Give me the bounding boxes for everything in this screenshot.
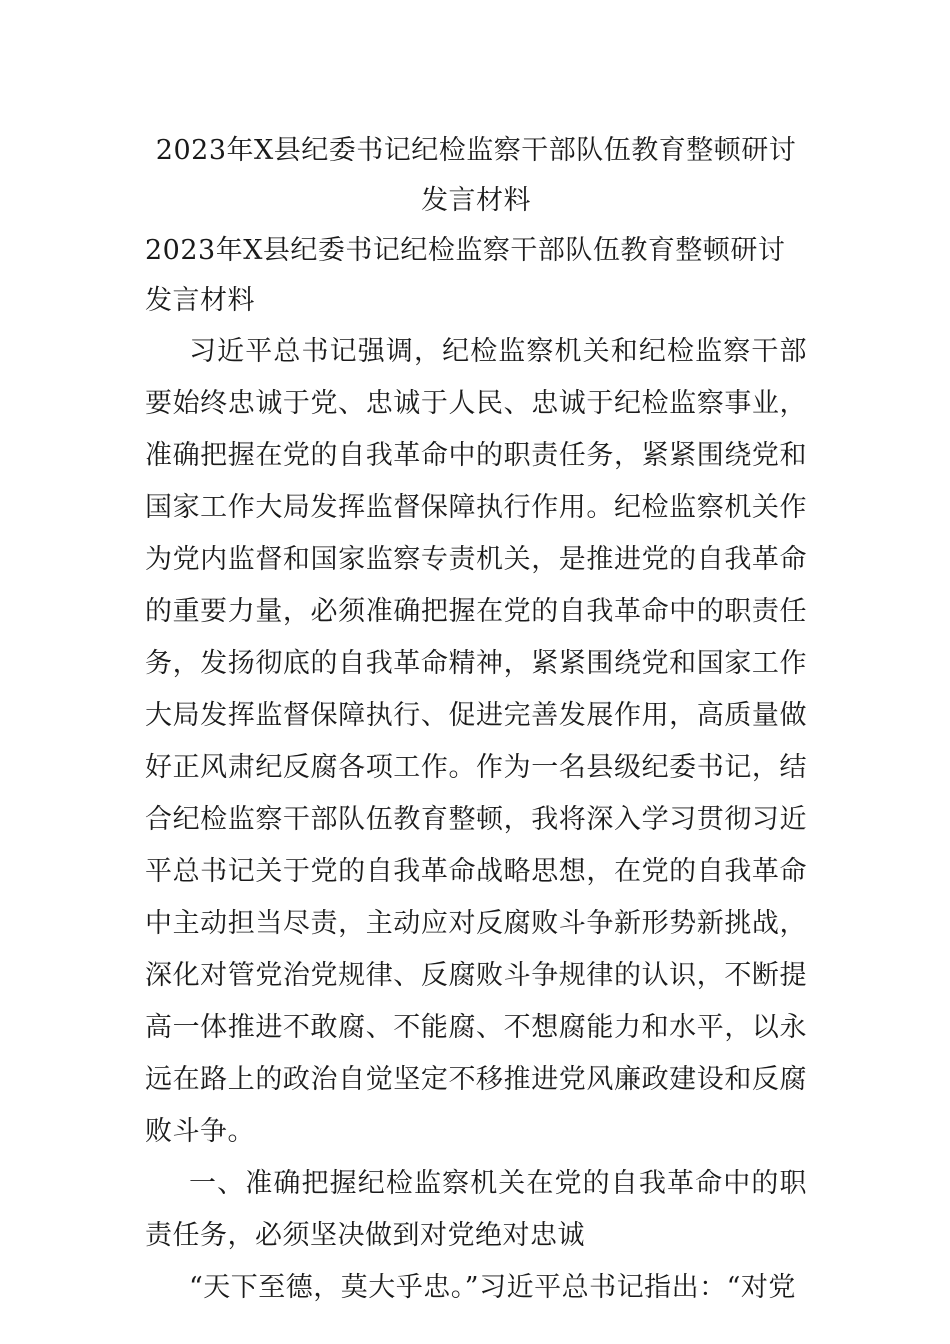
document-title: 2023年X县纪委书记纪检监察干部队伍教育整顿研讨发言材料 xyxy=(155,135,797,216)
paragraph-intro: 习近平总书记强调，纪检监察机关和纪检监察干部要始终忠诚于党、忠诚于人民、忠诚于纪检监察事业，准确把握在党的自我革命中的职责任务，紧紧围绕党和国家工作大局发挥监督保障执行作用。纪检监察机关作为党内监督和国家监察专责机关，是推进党的自我革命的重要力量，必须准确把握在党的自我革命中的职责任务，发扬彻底的自我革命精神，紧紧围绕党和国家工作大局发挥监督保障执行、促进完善发展作用，高质量做好正风肃纪反腐各项工作。作为一名县级纪委书记，结合纪检监察干部队伍教育整顿，我将深入学习贯彻习近平总书记关于党的自我革命战略思想，在党的自我革命中主动担当尽责，主动应对反腐败斗争新形势新挑战，深化对管党治党规律、反腐败斗争规律的认识，不断提高一体推进不敢腐、不能腐、不想腐能力和水平，以永远在路上的政治自觉坚定不移推进党风廉政建设和反腐败斗争。 xyxy=(145,336,807,1147)
document-page xyxy=(145,126,807,1314)
section-heading-1: 一、准确把握纪检监察机关在党的自我革命中的职责任务，必须坚决做到对党绝对忠诚 xyxy=(145,1168,807,1251)
paragraph-section-1-start: “天下至德，莫大乎忠。”习近平总书记指出：“对党 xyxy=(189,1272,796,1303)
document-heading: 2023年X县纪委书记纪检监察干部队伍教育整顿研讨发言材料 xyxy=(145,235,786,316)
